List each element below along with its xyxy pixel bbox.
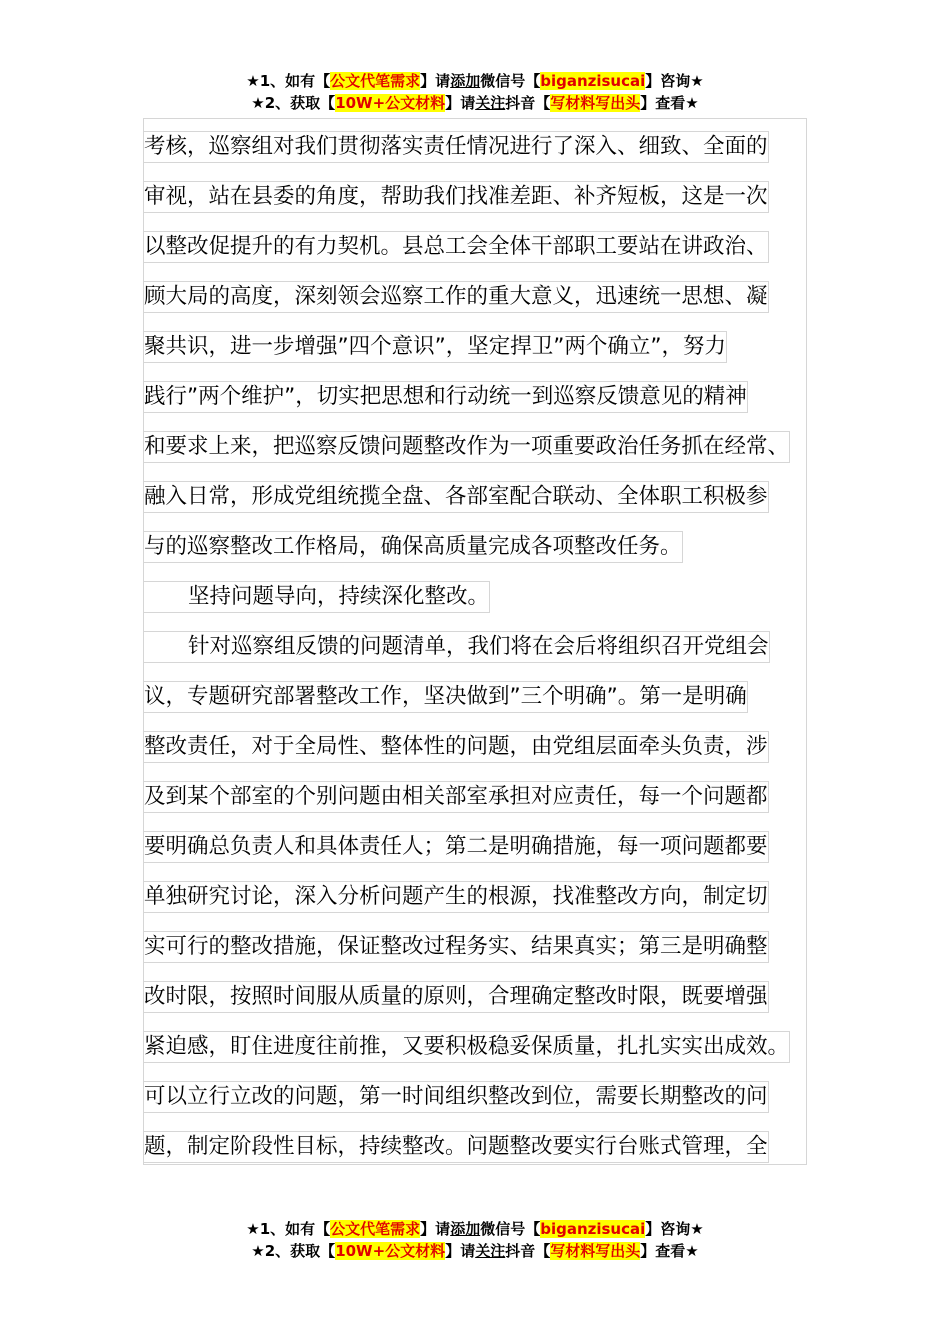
section-heading: [144, 572, 824, 622]
text-line: [144, 272, 824, 322]
text-line: [144, 622, 824, 672]
promo-text: ★1、如有【: [246, 1220, 331, 1238]
promo-text: 】请: [445, 1242, 476, 1260]
text-line: [144, 322, 824, 372]
line-text: 考核，巡察组对我们贯彻落实责任情况进行了深入、细致、全面的: [144, 131, 769, 163]
line-text: 聚共识，进一步增强”四个意识”，坚定捍卫”两个确立”，努力: [144, 331, 727, 363]
promo-emphasis: 添加: [450, 72, 481, 90]
promo-emphasis: 关注: [475, 94, 506, 112]
promo-text: 微信号【: [480, 72, 541, 90]
promo-emphasis: 添加: [450, 1220, 481, 1238]
promo-line-1: [0, 70, 950, 92]
text-line: [144, 672, 824, 722]
promo-douyin-id: 写材料写出头: [550, 94, 641, 112]
promo-wechat-id: biganzisucai: [540, 72, 646, 90]
line-text: 单独研究讨论，深入分析问题产生的根源，找准整改方向，制定切: [144, 881, 769, 913]
promo-text: 】咨询★: [645, 1220, 704, 1238]
line-text: 改时限，按照时间服从质量的原则，合理确定整改时限，既要增强: [144, 981, 769, 1013]
text-line: [144, 722, 824, 772]
text-line: [144, 1022, 824, 1072]
text-line: [144, 972, 824, 1022]
promo-text: ★2、获取【: [251, 1242, 336, 1260]
promo-text: ★1、如有【: [246, 72, 331, 90]
line-text: 实可行的整改措施，保证整改过程务实、结果真实；第三是明确整: [144, 931, 769, 963]
line-text: 践行”两个维护”，切实把思想和行动统一到巡察反馈意见的精神: [144, 381, 748, 413]
promo-header: [0, 70, 950, 114]
promo-line-2: [0, 1240, 950, 1262]
promo-text: 】咨询★: [645, 72, 704, 90]
text-line: [144, 122, 824, 172]
line-text: 针对巡察组反馈的问题清单，我们将在会后将组织召开党组会: [144, 631, 770, 663]
promo-text: 】请: [445, 94, 476, 112]
promo-text: 抖音【: [505, 94, 551, 112]
promo-text: 】请: [420, 1220, 451, 1238]
promo-highlight: 10W+公文材料: [335, 1242, 446, 1260]
text-line: [144, 872, 824, 922]
document-body: [144, 122, 824, 1172]
line-text: 审视，站在县委的角度，帮助我们找准差距、补齐短板，这是一次: [144, 181, 769, 213]
line-text: 融入日常，形成党组统揽全盘、各部室配合联动、全体职工积极参: [144, 481, 769, 513]
line-text: 题，制定阶段性目标，持续整改。问题整改要实行台账式管理，全: [144, 1131, 769, 1163]
promo-footer: [0, 1218, 950, 1262]
text-line: [144, 172, 824, 222]
promo-text: 】查看★: [640, 94, 699, 112]
line-text: 和要求上来，把巡察反馈问题整改作为一项重要政治任务抓在经常、: [144, 431, 790, 463]
promo-highlight: 10W+公文材料: [335, 94, 446, 112]
heading-text: 坚持问题导向，持续深化整改。: [144, 581, 490, 613]
line-text: 与的巡察整改工作格局，确保高质量完成各项整改任务。: [144, 531, 683, 563]
text-line: [144, 1122, 824, 1172]
promo-emphasis: 关注: [475, 1242, 506, 1260]
text-line: [144, 522, 824, 572]
promo-text: 】请: [420, 72, 451, 90]
promo-highlight: 公文代笔需求: [330, 72, 421, 90]
promo-douyin-id: 写材料写出头: [550, 1242, 641, 1260]
text-line: [144, 1072, 824, 1122]
line-text: 紧迫感，盯住进度往前推，又要积极稳妥保质量，扎扎实实出成效。: [144, 1031, 790, 1063]
promo-text: 微信号【: [480, 1220, 541, 1238]
promo-text: 】查看★: [640, 1242, 699, 1260]
text-line: [144, 422, 824, 472]
line-text: 议，专题研究部署整改工作，坚决做到”三个明确”。第一是明确: [144, 681, 748, 713]
text-line: [144, 372, 824, 422]
text-line: [144, 222, 824, 272]
promo-line-2: [0, 92, 950, 114]
promo-wechat-id: biganzisucai: [540, 1220, 646, 1238]
text-line: [144, 822, 824, 872]
line-text: 以整改促提升的有力契机。县总工会全体干部职工要站在讲政治、: [144, 231, 769, 263]
text-line: [144, 922, 824, 972]
text-line: [144, 772, 824, 822]
promo-highlight: 公文代笔需求: [330, 1220, 421, 1238]
line-text: 要明确总负责人和具体责任人；第二是明确措施，每一项问题都要: [144, 831, 769, 863]
promo-text: 抖音【: [505, 1242, 551, 1260]
line-text: 顾大局的高度，深刻领会巡察工作的重大意义，迅速统一思想、凝: [144, 281, 769, 313]
line-text: 整改责任，对于全局性、整体性的问题，由党组层面牵头负责，涉: [144, 731, 769, 763]
line-text: 可以立行立改的问题，第一时间组织整改到位，需要长期整改的问: [144, 1081, 769, 1113]
promo-text: ★2、获取【: [251, 94, 336, 112]
line-text: 及到某个部室的个别问题由相关部室承担对应责任，每一个问题都: [144, 781, 769, 813]
promo-line-1: [0, 1218, 950, 1240]
text-line: [144, 472, 824, 522]
